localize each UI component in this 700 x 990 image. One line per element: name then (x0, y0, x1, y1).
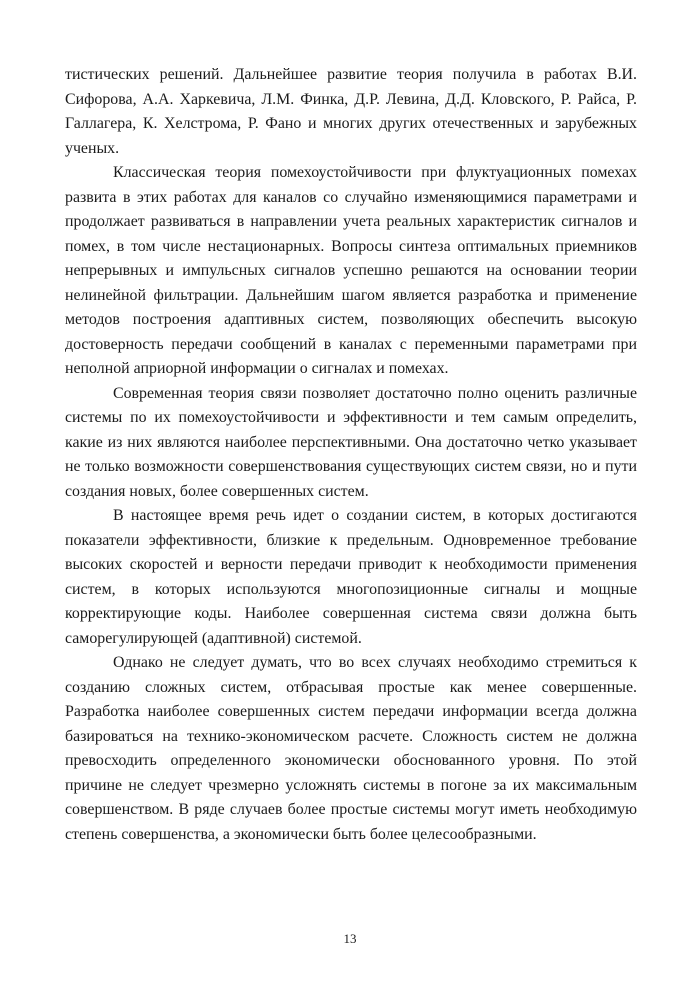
paragraph-modern-communication-theory: Современная теория связи позволяет достаточно полно оценить различные системы по их помехоустойчивости и эффективности и тем самым определить, какие из них являются наиболее перспективными. Она достаточно четко указывает не только возможности совершенствования существующих систем связи, но и пути создания новых, более совершенных систем. (65, 384, 637, 500)
paragraph-current-systems: В настоящее время речь идет о создании систем, в которых достигаются показатели эффективности, близкие к предельным. Одновременное требование высоких скоростей и верности передачи приводит к необходимости применения систем, в которых используются многопозиционные сигналы и мощные корректирующие коды. Наиболее совершенная система связи должна быть саморегулирующей (адаптивной) системой. (65, 507, 637, 647)
paragraph-system-complexity: Однако не следует думать, что во всех случаях необходимо стремиться к созданию сложных систем, отбрасывая простые как менее совершенные. Разработка наиболее совершенных систем передачи информации всегда должна базироваться на технико-экономическом расчете. Сложность систем не должна превосходить определенного экономически обоснованного уровня. По этой причине не следует чрезмерно усложнять системы в погоне за их максимальным совершенством. В ряде случаев более простые системы могут иметь необходимую степень совершенства, а экономически быть более целесообразными. (65, 654, 637, 843)
paragraph-noise-immunity-theory: Классическая теория помехоустойчивости при флуктуационных помехах развита в этих работах для каналов со случайно изменяющимися параметрами и продолжает развиваться в направлении учета реальных характеристик сигналов и помех, в том числе нестационарных. Вопросы синтеза оптимальных приемников непрерывных и импульсных сигналов успешно решаются на основании теории нелинейной фильтрации. Дальнейшим шагом является разработка и применение методов построения адаптивных систем, позволяющих обеспечить высокую достоверность передачи сообщений в каналах с переменными параметрами при неполной априорной информации о сигналах и помехах. (65, 164, 637, 377)
page-number: 13 (343, 931, 357, 946)
page-body (65, 63, 637, 847)
paragraph-continuation: тистических решений. Дальнейшее развитие теория получила в работах В.И. Сифорова, А.А. Харкевича, Л.М. Финка, Д.Р. Левина, Д.Д. Кловского, Р. Райса, Р. Галлагера, К. Хелстрома, Р. Фано и многих других отечественных и зарубежных ученых. (65, 66, 637, 157)
